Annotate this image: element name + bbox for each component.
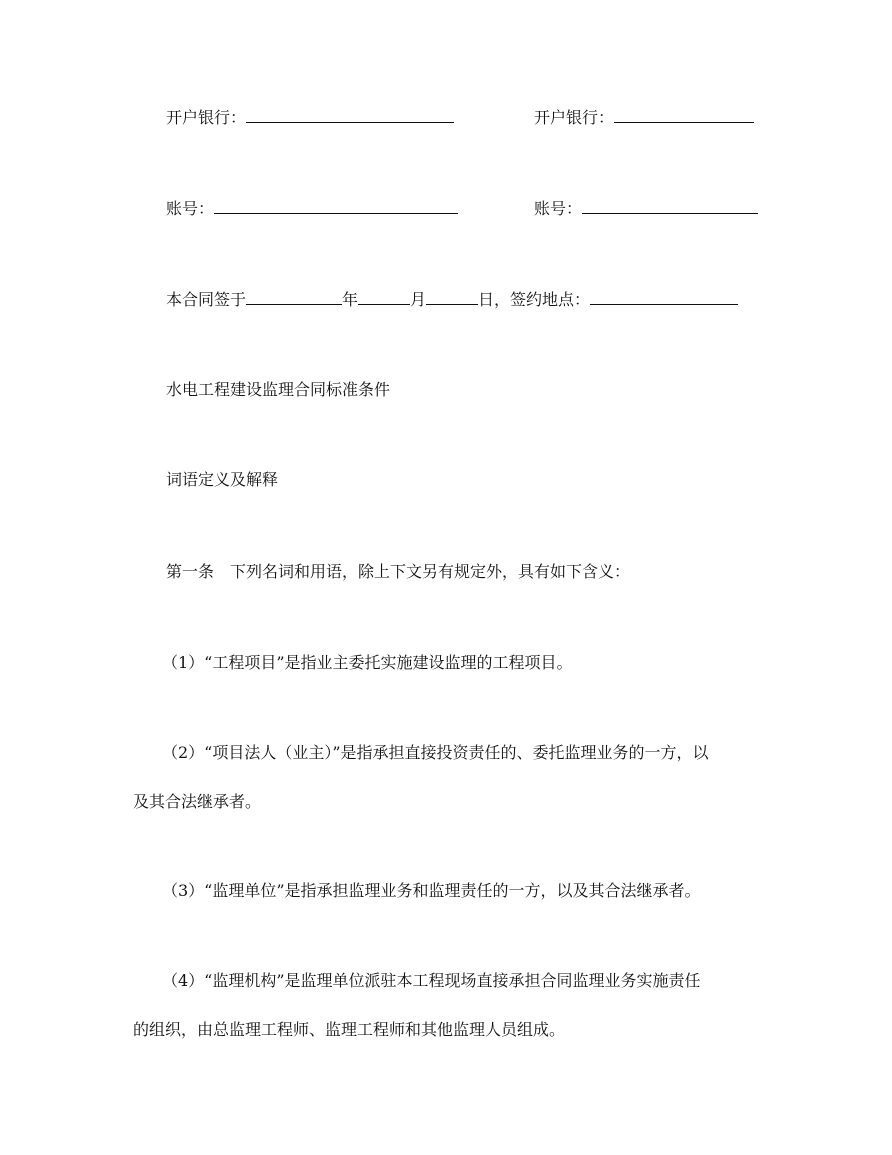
account-label-right: 账号： — [534, 199, 583, 218]
account-label-left: 账号： — [166, 199, 215, 218]
signing-place-blank[interactable] — [590, 290, 738, 305]
heading-standard-terms: 水电工程建设监理合同标准条件 — [166, 380, 391, 399]
definition-item — [162, 880, 794, 902]
signing-line — [166, 289, 738, 311]
signing-prefix: 本合同签于 — [166, 290, 247, 309]
bank-blank-right[interactable] — [614, 108, 754, 123]
signing-year-blank[interactable] — [246, 290, 342, 305]
definition-item-line: （3）“监理单位”是指承担监理业务和监理责任的一方，以及其合法继承者。 — [162, 881, 701, 900]
account-blank-right[interactable] — [582, 199, 758, 214]
account-field-left — [166, 198, 458, 220]
signing-month-blank[interactable] — [358, 290, 410, 305]
definition-item-line: 及其合法继承者。 — [133, 792, 262, 811]
signing-day-blank[interactable] — [426, 290, 478, 305]
definition-item-line: 的组织，由总监理工程师、监理工程师和其他监理人员组成。 — [133, 1020, 566, 1039]
bank-field-right — [534, 107, 754, 129]
definition-item — [133, 970, 765, 1041]
definition-item-line: （4）“监理机构”是监理单位派驻本工程现场直接承担合同监理业务实施责任 — [162, 971, 701, 990]
definition-item — [133, 742, 765, 813]
definition-item-line: （1）“工程项目”是指业主委托实施建设监理的工程项目。 — [162, 653, 573, 672]
bank-label-right: 开户银行： — [534, 108, 615, 127]
account-field-right — [534, 198, 758, 220]
bank-field-left — [166, 107, 454, 129]
heading-definitions: 词语定义及解释 — [166, 470, 279, 489]
account-blank-left[interactable] — [214, 199, 458, 214]
bank-label-left: 开户银行： — [166, 108, 247, 127]
signing-year-label: 年 — [342, 290, 359, 309]
definition-item-line: （2）“项目法人（业主）”是指承担直接投资责任的、委托监理业务的一方，以 — [162, 743, 709, 762]
bank-blank-left[interactable] — [246, 108, 454, 123]
article-1: 第一条 下列名词和用语，除上下文另有规定外，具有如下含义： — [166, 562, 631, 581]
signing-month-label: 月 — [410, 290, 427, 309]
signing-day-label: 日，签约地点： — [478, 290, 591, 309]
definition-item — [162, 652, 794, 674]
